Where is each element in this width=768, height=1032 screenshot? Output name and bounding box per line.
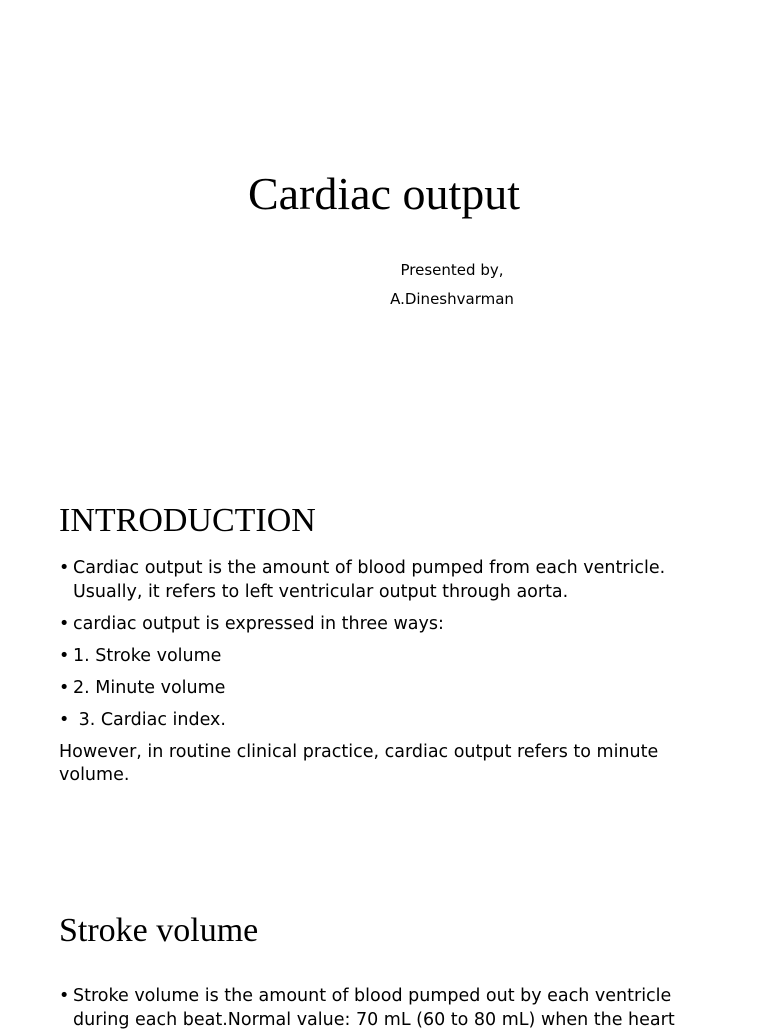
bullet-text: 3. Cardiac index. bbox=[73, 710, 226, 730]
bullet-text: 2. Minute volume bbox=[73, 678, 226, 698]
introduction-bullet-list bbox=[59, 556, 709, 740]
stroke-volume-heading: Stroke volume bbox=[59, 912, 259, 949]
presenter-name: A.Dineshvarman bbox=[390, 290, 514, 308]
bullet-icon: • bbox=[59, 678, 70, 698]
list-item bbox=[59, 676, 709, 700]
bullet-icon: • bbox=[59, 558, 70, 578]
presentation-title: Cardiac output bbox=[247, 168, 521, 219]
introduction-heading: INTRODUCTION bbox=[59, 502, 316, 539]
bullet-icon: • bbox=[59, 646, 70, 666]
title-slide bbox=[0, 0, 768, 420]
stroke-volume-slide bbox=[0, 875, 768, 1030]
introduction-paragraph: However, in routine clinical practice, cardiac output refers to minute volume. bbox=[59, 742, 659, 785]
list-item bbox=[59, 708, 709, 732]
stroke-volume-bullet-list bbox=[59, 984, 709, 1032]
bullet-text: Stroke volume is the amount of blood pumped out by each ventricle during each beat.Normal value: 70 mL (60 to 80 mL) when the heart bbox=[73, 986, 675, 1030]
presenter-label: Presented by, bbox=[400, 261, 504, 279]
list-item bbox=[59, 984, 709, 1032]
list-item bbox=[59, 612, 709, 636]
bullet-icon: • bbox=[59, 614, 70, 634]
bullet-icon: • bbox=[59, 710, 70, 730]
introduction-slide bbox=[0, 420, 768, 875]
bullet-text: 1. Stroke volume bbox=[73, 646, 222, 666]
list-item bbox=[59, 644, 709, 668]
list-item bbox=[59, 556, 709, 604]
bullet-text: Cardiac output is the amount of blood pumped from each ventricle. Usually, it refers to left ventricular output through aorta. bbox=[73, 558, 666, 602]
bullet-icon: • bbox=[59, 986, 70, 1006]
bullet-text: cardiac output is expressed in three ways: bbox=[73, 614, 444, 634]
